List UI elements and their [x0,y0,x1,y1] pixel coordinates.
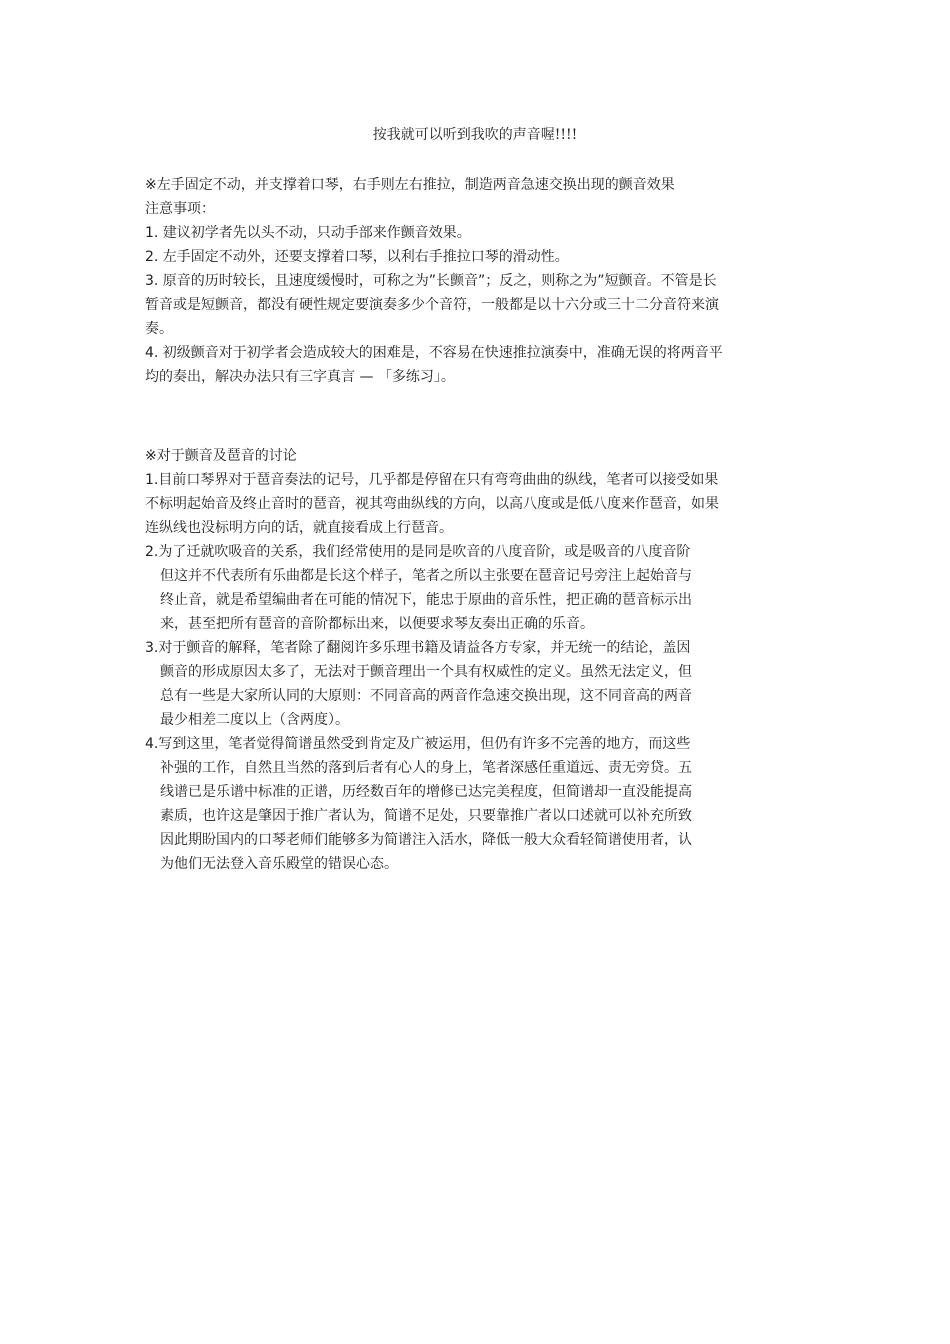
notes-heading: 注意事项： [145,201,215,217]
point-2-line-4: 来，甚至把所有琶音的音阶都标出来，以便要求琴友奏出正确的乐音。 [160,616,594,632]
note-3-line-3: 奏。 [145,321,173,337]
point-4-line-3: 线谱已是乐谱中标准的正谱，历经数百年的增修已达完美程度，但简谱却一直没能提高 [160,784,692,800]
point-3-line-3: 总有一些是大家所认同的大原则：不同音高的两音作急速交换出现，这不同音高的两音 [160,688,692,704]
vibrato-arpeggio-discussion-section [145,444,815,876]
vibrato-instructions-section [145,173,815,389]
point-4-line-2: 补强的工作，自然且当然的落到后者有心人的身上，笔者深感任重道远、责无旁贷。五 [160,760,692,776]
point-3-line-4: 最少相差二度以上（含两度）。 [160,712,349,728]
point-1-line-3: 连纵线也没标明方向的话，就直接看成上行琶音。 [145,520,453,536]
point-1-line-2: 不标明起始音及终止音时的琶音，视其弯曲纵线的方向，以高八度或是低八度来作琶音，如果 [145,496,719,512]
note-4-line-1: 4. 初级颤音对于初学者会造成较大的困难是，不容易在快速推拉演奏中，准确无误的将两音平 [145,345,723,361]
point-2-line-1: 2.为了迁就吹吸音的关系，我们经常使用的是同是吹音的八度音阶，或是吸音的八度音阶 [145,544,691,560]
point-3-line-2: 颤音的形成原因太多了，无法对于颤音理出一个具有权威性的定义。虽然无法定义，但 [160,664,692,680]
point-4-line-1: 4.写到这里，笔者觉得简谱虽然受到肯定及广被运用，但仍有许多不完善的地方，而这些 [145,736,691,752]
note-3-line-1: 3. 原音的历时较长，且速度缓慢时，可称之为”长颤音”；反之，则称之为”短颤音。不管是长 [145,273,717,289]
note-2-line: 2. 左手固定不动外，还要支撑着口琴，以利右手推拉口琴的滑动性。 [145,249,569,265]
note-4-line-2: 均的奏出，解决办法只有三字真言 — 「多练习」。 [145,369,455,385]
point-3-line-1: 3.对于颤音的解释，笔者除了翻阅许多乐理书籍及请益各方专家，并无统一的结论，盖因 [145,640,691,656]
section2-heading: ※对于颤音及琶音的讨论 [145,448,297,464]
point-4-line-6: 为他们无法登入音乐殿堂的错误心态。 [160,856,398,872]
note-3-line-2: 暂音或是短颤音，都没有硬性规定要演奏多少个音符，一般都是以十六分或三十二分音符来演 [145,297,719,313]
point-2-line-3: 终止音，就是希望编曲者在可能的情况下，能忠于原曲的音乐性，把正确的琶音标示出 [160,592,692,608]
note-1-line: 1. 建议初学者先以头不动，只动手部来作颤音效果。 [145,225,471,241]
point-4-line-5: 因此期盼国内的口琴老师们能够多为简谱注入活水，降低一般大众看轻简谱使用者，认 [160,832,692,848]
document-title: 按我就可以听到我吹的声音喔!!!! [372,127,578,143]
point-1-line-1: 1.目前口琴界对于琶音奏法的记号，几乎都是停留在只有弯弯曲曲的纵线，笔者可以接受如果 [145,472,719,488]
section1-intro-line: ※左手固定不动，并支撑着口琴，右手则左右推拉，制造两音急速交换出现的颤音效果 [145,177,675,193]
point-2-line-2: 但这并不代表所有乐曲都是长这个样子，笔者之所以主张要在琶音记号旁注上起始音与 [160,568,692,584]
point-4-line-4: 素质，也许这是肇因于推广者认为，简谱不足处，只要靠推广者以口述就可以补充所致 [160,808,692,824]
